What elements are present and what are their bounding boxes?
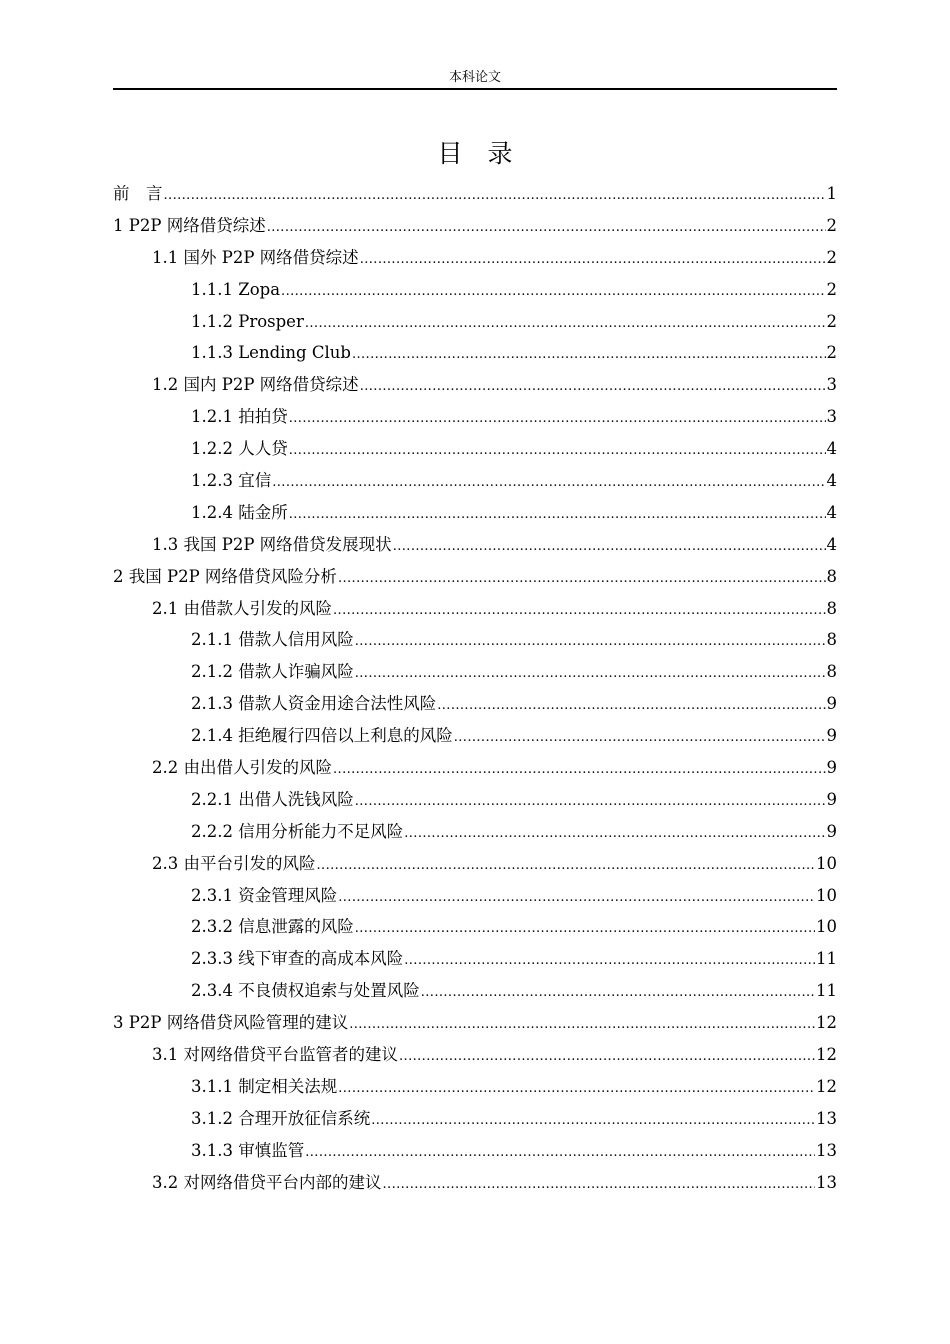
- toc-entry-title: 2.1.2 借款人诈骗风险: [191, 662, 354, 682]
- toc-entry[interactable]: [113, 242, 837, 274]
- toc-entry[interactable]: [113, 752, 837, 784]
- toc-entry[interactable]: [113, 624, 837, 656]
- toc-entry-title: 2.1.4 拒绝履行四倍以上利息的风险: [191, 726, 453, 746]
- toc-entry-title: 2.3.1 资金管理风险: [191, 885, 338, 905]
- toc-entry[interactable]: [113, 210, 837, 242]
- toc-entry-page: 10: [816, 917, 837, 937]
- toc-entry-title: 2.1 由借款人引发的风险: [152, 598, 332, 618]
- toc-entry-title: 前 言: [113, 184, 163, 203]
- toc-entry[interactable]: [113, 1007, 837, 1039]
- toc-entry-title: 1.2 国内 P2P 网络借贷综述: [152, 375, 359, 395]
- toc-entry-title: 2.3.4 不良债权追索与处置风险: [191, 981, 420, 1001]
- toc-entry-title: 1.2.3 宜信: [191, 471, 272, 491]
- toc-entry[interactable]: [113, 497, 837, 529]
- toc-entry-page: 9: [826, 758, 837, 778]
- toc-dot-leader: [281, 276, 825, 308]
- toc-entry-title: 1.1.1 Zopa: [191, 279, 281, 299]
- toc-entry-page: 4: [826, 502, 837, 522]
- toc-entry-page: 9: [826, 789, 837, 809]
- toc-dot-leader: [289, 403, 826, 435]
- toc-dot-leader: [360, 371, 826, 403]
- toc-entry-page: 9: [826, 821, 837, 841]
- toc-entry[interactable]: [113, 1071, 837, 1103]
- toc-dot-leader: [383, 1169, 816, 1201]
- toc-entry-title: 1.2.4 陆金所: [191, 502, 288, 522]
- toc-dot-leader: [352, 339, 826, 371]
- toc-entry-title: 2.3.3 线下审查的高成本风险: [191, 949, 404, 969]
- toc-entry-title: 1 P2P 网络借贷综述: [113, 215, 266, 235]
- toc-entry-title: 3.2 对网络借贷平台内部的建议: [152, 1172, 382, 1192]
- toc-entry-title: 2 我国 P2P 网络借贷风险分析: [113, 566, 337, 586]
- toc-dot-leader: [289, 435, 826, 467]
- toc-dot-leader: [267, 212, 826, 244]
- page-header: 本科论文: [448, 70, 501, 85]
- toc-entry-page: 12: [816, 1045, 837, 1065]
- toc-entry-title: 3.1 对网络借贷平台监管者的建议: [152, 1045, 398, 1065]
- toc-entry-title: 3.1.3 审慎监管: [191, 1140, 305, 1160]
- toc-entry[interactable]: [113, 306, 837, 338]
- toc-dot-leader: [393, 531, 826, 563]
- toc-dot-leader: [399, 1041, 815, 1073]
- toc-title: 目 录: [437, 139, 513, 168]
- toc-entry[interactable]: [113, 656, 837, 688]
- toc-dot-leader: [317, 850, 816, 882]
- toc-entry-page: 2: [826, 279, 837, 299]
- header-rule: [113, 88, 837, 90]
- toc-entry-page: 10: [816, 853, 837, 873]
- toc-entry[interactable]: [113, 784, 837, 816]
- toc-entry[interactable]: [113, 593, 837, 625]
- toc-dot-leader: [371, 1105, 815, 1137]
- toc-entry-title: 2.3.2 信息泄露的风险: [191, 917, 354, 937]
- toc-entry-title: 2.2.2 信用分析能力不足风险: [191, 821, 404, 841]
- toc-dot-leader: [305, 1137, 815, 1169]
- toc-entry-page: 8: [826, 598, 837, 618]
- toc-entry-page: 2: [826, 311, 837, 331]
- toc-entry[interactable]: [113, 1167, 837, 1199]
- toc-entry[interactable]: [113, 274, 837, 306]
- toc-entry-page: 11: [816, 981, 837, 1001]
- toc-entry[interactable]: [113, 465, 837, 497]
- toc-entry-title: 3.1.1 制定相关法规: [191, 1076, 338, 1096]
- toc-dot-leader: [338, 1073, 815, 1105]
- toc-dot-leader: [355, 626, 826, 658]
- toc-entry-page: 4: [826, 471, 837, 491]
- toc-entry[interactable]: [113, 911, 837, 943]
- toc-dot-leader: [355, 786, 826, 818]
- toc-entry-page: 13: [816, 1172, 837, 1192]
- toc-entry[interactable]: [113, 720, 837, 752]
- toc-entry-title: 3.1.2 合理开放征信系统: [191, 1108, 371, 1128]
- toc-entry-title: 2.1.3 借款人资金用途合法性风险: [191, 694, 437, 714]
- toc-entry-page: 2: [826, 247, 837, 267]
- toc-entry[interactable]: [113, 529, 837, 561]
- toc-entry-page: 8: [826, 662, 837, 682]
- toc-entry-page: 13: [816, 1108, 837, 1128]
- toc-entry[interactable]: [113, 337, 837, 369]
- toc-entry-title: 1.2.1 拍拍贷: [191, 407, 288, 427]
- toc-entry-title: 2.2.1 出借人洗钱风险: [191, 789, 354, 809]
- toc-entry-page: 3: [826, 375, 837, 395]
- toc-dot-leader: [404, 945, 815, 977]
- toc-entry[interactable]: [113, 369, 837, 401]
- toc-dot-leader: [333, 754, 826, 786]
- toc-dot-leader: [355, 913, 815, 945]
- toc-dot-leader: [349, 1009, 815, 1041]
- toc-entry-title: 1.1.3 Lending Club: [191, 343, 351, 363]
- toc-entry-title: 2.3 由平台引发的风险: [152, 853, 316, 873]
- toc-dot-leader: [289, 499, 826, 531]
- toc-entry[interactable]: [113, 975, 837, 1007]
- toc-entry[interactable]: [113, 688, 837, 720]
- toc-entry-page: 11: [816, 949, 837, 969]
- toc-dot-leader: [421, 977, 815, 1009]
- toc-entry-title: 1.1 国外 P2P 网络借贷综述: [152, 247, 359, 267]
- toc-entry-page: 2: [826, 343, 837, 363]
- toc-entry[interactable]: [113, 848, 837, 880]
- toc-entry-title: 2.2 由出借人引发的风险: [152, 758, 332, 778]
- toc-entry-page: 8: [826, 566, 837, 586]
- toc-entry[interactable]: [113, 561, 837, 593]
- toc-dot-leader: [437, 690, 825, 722]
- toc-entry-page: 9: [826, 694, 837, 714]
- toc-entry-page: 12: [816, 1076, 837, 1096]
- toc-dot-leader: [305, 308, 826, 340]
- toc-dot-leader: [404, 818, 825, 850]
- toc-dot-leader: [355, 658, 826, 690]
- toc-entry-page: 2: [826, 215, 837, 235]
- toc-entry-title: 1.1.2 Prosper: [191, 311, 304, 331]
- toc-entry[interactable]: [113, 816, 837, 848]
- toc-entry-page: 8: [826, 630, 837, 650]
- toc-entry[interactable]: [113, 880, 837, 912]
- toc-dot-leader: [272, 467, 825, 499]
- toc-entry[interactable]: [113, 401, 837, 433]
- toc-entry-title: 2.1.1 借款人信用风险: [191, 630, 354, 650]
- toc-dot-leader: [338, 882, 815, 914]
- toc-entry-page: 12: [816, 1013, 837, 1033]
- table-of-contents: [113, 178, 837, 1199]
- toc-entry-page: 4: [826, 534, 837, 554]
- toc-entry[interactable]: [113, 1039, 837, 1071]
- toc-dot-leader: [333, 595, 826, 627]
- toc-entry-page: 9: [826, 726, 837, 746]
- toc-entry[interactable]: [113, 1103, 837, 1135]
- toc-dot-leader: [164, 180, 826, 212]
- toc-dot-leader: [338, 563, 826, 595]
- toc-entry-page: 13: [816, 1140, 837, 1160]
- toc-entry-page: 1: [826, 184, 837, 203]
- toc-entry[interactable]: [113, 178, 837, 210]
- toc-entry-page: 10: [816, 885, 837, 905]
- toc-dot-leader: [454, 722, 826, 754]
- toc-entry-page: 3: [826, 407, 837, 427]
- toc-entry[interactable]: [113, 943, 837, 975]
- toc-entry[interactable]: [113, 433, 837, 465]
- toc-dot-leader: [360, 244, 826, 276]
- toc-entry-title: 1.2.2 人人贷: [191, 439, 288, 459]
- toc-entry-title: 3 P2P 网络借贷风险管理的建议: [113, 1013, 349, 1033]
- toc-entry-page: 4: [826, 439, 837, 459]
- toc-entry-title: 1.3 我国 P2P 网络借贷发展现状: [152, 534, 392, 554]
- toc-entry[interactable]: [113, 1135, 837, 1167]
